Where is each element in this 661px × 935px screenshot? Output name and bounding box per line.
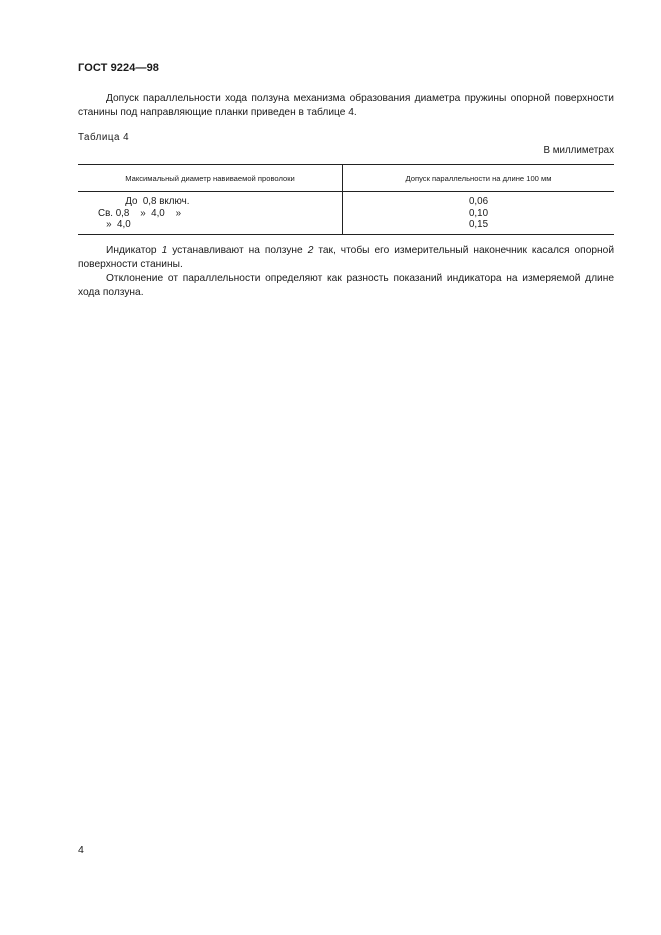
page-number: 4: [78, 844, 84, 856]
diameter-value: До 0,8 включ.: [98, 196, 190, 207]
standard-header: ГОСТ 9224—98: [78, 62, 159, 74]
diameter-value: » 4,0: [98, 219, 131, 231]
tolerance-value: 0,10: [468, 207, 489, 219]
column-header-tolerance: Допуск параллельности на длине 100 мм: [343, 165, 615, 192]
table-caption: Таблица 4: [78, 132, 130, 143]
tolerance-value: 0,15: [468, 219, 489, 231]
paragraph-tolerance-intro: Допуск параллельности хода ползуна механизма образования диаметра пружины опорной поверхности станины под направляющие планки приведен в таблице 4.: [78, 93, 614, 118]
table-row: [78, 192, 614, 235]
tolerance-table: [78, 164, 614, 235]
slider-reference-number: 2: [307, 245, 314, 256]
text-fragment: Индикатор: [106, 245, 162, 256]
text-fragment: устанавливают на ползуне: [167, 245, 308, 256]
text-fragment: так, чтобы его измерительный наконечник касался опорной поверхности станины.: [78, 245, 615, 270]
diameter-cell: [78, 192, 343, 235]
table-header-row: [78, 165, 614, 192]
tolerance-cell: [343, 192, 615, 235]
tolerance-value: 0,06: [468, 196, 489, 207]
table-units: В миллиметрах: [543, 145, 614, 156]
paragraph-indicator-setup: [78, 244, 614, 272]
paragraph-deviation-definition: Отклонение от параллельности определяют как разность показаний индикатора на измеряемой длине хода ползуна.: [78, 273, 614, 298]
indicator-reference-number: 1: [161, 245, 168, 256]
column-header-diameter: Максимальный диаметр навиваемой проволоки: [78, 165, 343, 192]
diameter-value: Св. 0,8 » 4,0 »: [98, 207, 182, 219]
